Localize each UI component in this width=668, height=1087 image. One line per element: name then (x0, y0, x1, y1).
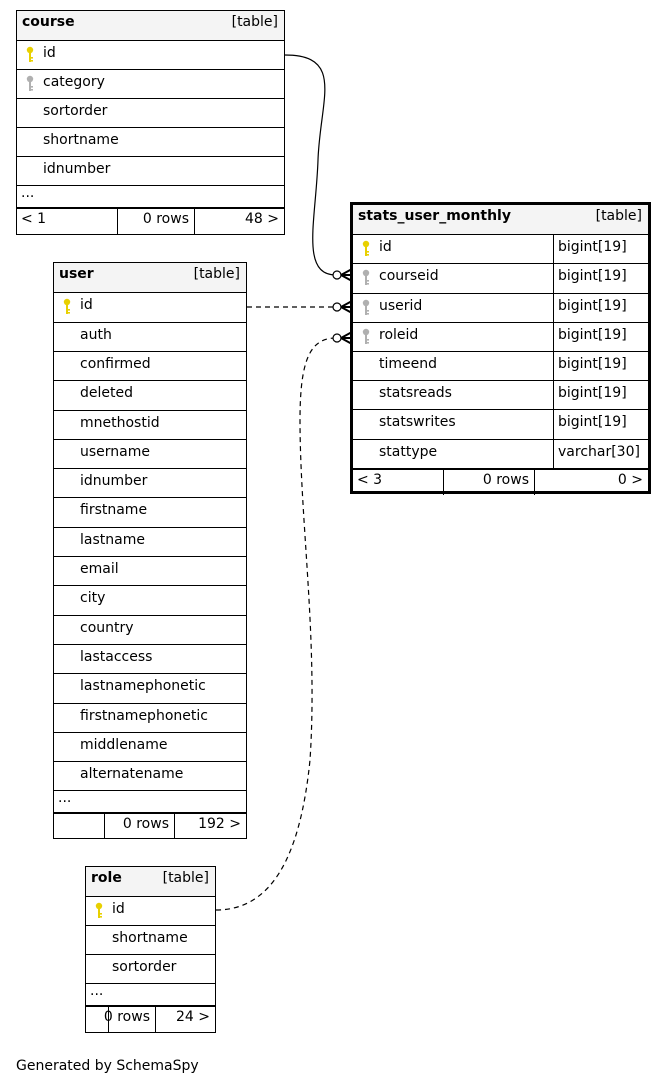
foreign-key-icon (362, 299, 370, 316)
column-type: bigint[19] (558, 356, 627, 372)
table-name: stats_user_monthly (358, 208, 511, 224)
parents-count-cell[interactable] (17, 209, 117, 234)
table-footer (86, 1005, 215, 1032)
column-row-id[interactable] (17, 40, 284, 69)
table-stats-user-monthly[interactable] (350, 202, 651, 494)
table-kind: [table] (193, 266, 240, 282)
column-type: bigint[19] (558, 239, 627, 256)
children-count-cell[interactable] (174, 814, 246, 838)
column-row-city[interactable] (54, 585, 246, 614)
edge-courseid-course (285, 55, 336, 275)
column-row-deleted[interactable] (54, 380, 246, 409)
column-row-statswrites[interactable] (353, 409, 648, 438)
table-name: course (22, 14, 75, 30)
column-row-firstname[interactable] (54, 497, 246, 526)
column-row-id[interactable] (86, 896, 215, 925)
column-type-cell (553, 381, 648, 409)
generated-by-label: Generated by SchemaSpy (16, 1058, 199, 1074)
column-name: firstnamephonetic (80, 707, 208, 724)
foreign-key-icon (26, 75, 34, 92)
column-row-idnumber[interactable] (17, 156, 284, 185)
column-name: shortname (43, 132, 119, 148)
table-name: user (59, 266, 94, 282)
column-row-username[interactable] (54, 439, 246, 468)
column-type-cell (553, 235, 648, 263)
table-header (54, 263, 246, 292)
table-header (86, 867, 215, 896)
row-count: 0 rows (482, 471, 529, 488)
column-row-firstnamephonetic[interactable] (54, 703, 246, 732)
column-name: id (43, 45, 56, 61)
column-name: middlename (80, 736, 168, 753)
column-name: lastaccess (80, 648, 153, 665)
column-row-sortorder[interactable] (17, 98, 284, 127)
column-type: bigint[19] (558, 385, 627, 402)
column-type-cell (553, 294, 648, 322)
table-role[interactable] (85, 866, 216, 1033)
edge-courseid-optional-marker (333, 271, 341, 279)
primary-key-icon (95, 902, 103, 919)
column-type-cell (553, 352, 648, 380)
column-type: bigint[19] (558, 297, 627, 314)
column-name: city (80, 590, 106, 607)
table-kind: [table] (595, 208, 642, 224)
column-row-userid[interactable] (353, 293, 648, 322)
primary-key-icon (362, 240, 370, 257)
column-row-lastnamephonetic[interactable] (54, 673, 246, 702)
column-name: timeend (379, 356, 438, 372)
column-row-mnethostid[interactable] (54, 410, 246, 439)
parents-count: < 1 (21, 211, 47, 227)
column-row-alternatename[interactable] (54, 761, 246, 790)
table-footer (54, 812, 246, 838)
column-name: username (80, 443, 150, 460)
more-columns-row (17, 185, 284, 207)
column-name: stattype (379, 443, 438, 460)
primary-key-icon (26, 46, 34, 63)
column-row-timeend[interactable] (353, 351, 648, 380)
column-name: statswrites (379, 414, 456, 431)
column-row-category[interactable] (17, 69, 284, 98)
column-type: varchar[30] (558, 443, 640, 460)
row-count: 0 rows (142, 211, 189, 227)
column-row-statsreads[interactable] (353, 380, 648, 409)
column-type-cell (553, 410, 648, 438)
table-header (17, 11, 284, 40)
table-user[interactable] (53, 262, 247, 839)
column-row-shortname[interactable] (17, 127, 284, 156)
column-name: id (112, 901, 125, 917)
column-name: lastnamephonetic (80, 678, 206, 695)
children-count-cell[interactable] (155, 1007, 215, 1032)
column-row-id[interactable] (353, 234, 648, 263)
row-count-cell (117, 209, 194, 234)
column-name: statsreads (379, 385, 452, 402)
column-row-sortorder[interactable] (86, 954, 215, 983)
column-name: idnumber (43, 161, 111, 177)
column-type-cell (553, 264, 648, 292)
column-name: id (80, 297, 93, 314)
column-row-lastname[interactable] (54, 527, 246, 556)
column-name: country (80, 619, 134, 636)
table-kind: [table] (231, 14, 278, 30)
column-type: bigint[19] (558, 326, 627, 343)
more-columns-row (86, 983, 215, 1005)
column-row-courseid[interactable] (353, 263, 648, 292)
column-name: mnethostid (80, 414, 160, 431)
column-type-cell (553, 323, 648, 351)
column-name: userid (379, 297, 423, 314)
column-name: category (43, 74, 105, 90)
column-name: id (379, 239, 392, 256)
column-row-country[interactable] (54, 615, 246, 644)
foreign-key-icon (362, 269, 370, 286)
column-name: shortname (112, 930, 188, 946)
row-count: 0 rows (122, 816, 169, 833)
column-name: alternatename (80, 766, 184, 783)
column-name: lastname (80, 531, 145, 548)
foreign-key-icon (362, 328, 370, 345)
column-name: firstname (80, 502, 148, 519)
table-name: role (91, 870, 122, 886)
table-kind: [table] (162, 870, 209, 886)
table-header (353, 205, 648, 234)
children-count: 48 > (245, 211, 279, 227)
edge-userid-optional-marker (333, 303, 341, 311)
column-name: auth (80, 326, 112, 343)
primary-key-icon (63, 298, 71, 315)
column-name: deleted (80, 385, 133, 402)
column-row-shortname[interactable] (86, 925, 215, 954)
more-columns-row (54, 790, 246, 812)
column-name: confirmed (80, 355, 151, 372)
column-row-confirmed[interactable] (54, 351, 246, 380)
column-type: bigint[19] (558, 414, 627, 431)
children-count: 192 > (198, 816, 241, 833)
column-name: sortorder (112, 959, 177, 975)
more-columns: ... (90, 983, 104, 999)
table-course[interactable] (16, 10, 285, 235)
children-count: 0 > (617, 471, 643, 488)
parents-count-cell[interactable] (353, 470, 443, 495)
column-row-email[interactable] (54, 556, 246, 585)
more-columns: ... (21, 185, 35, 201)
children-count-cell[interactable] (194, 209, 284, 234)
children-count-cell[interactable] (534, 470, 648, 495)
column-name: idnumber (80, 473, 148, 490)
column-row-lastaccess[interactable] (54, 644, 246, 673)
row-count-cell (104, 814, 174, 838)
row-count: 0 rows (103, 1009, 150, 1025)
column-row-roleid[interactable] (353, 322, 648, 351)
table-footer (17, 207, 284, 234)
children-count: 24 > (176, 1009, 210, 1025)
column-row-auth[interactable] (54, 322, 246, 351)
row-count-cell (103, 1007, 155, 1032)
edge-roleid-optional-marker (333, 334, 341, 342)
column-name: roleid (379, 326, 419, 343)
column-type-cell (553, 440, 648, 468)
row-count-cell (443, 470, 534, 495)
parents-count-cell[interactable] (54, 814, 104, 838)
column-name: sortorder (43, 103, 108, 119)
table-footer (353, 468, 648, 495)
parents-count: < 3 (357, 471, 383, 488)
column-row-idnumber[interactable] (54, 468, 246, 497)
column-type: bigint[19] (558, 268, 627, 285)
column-row-id[interactable] (54, 292, 246, 321)
more-columns: ... (58, 790, 72, 807)
column-row-stattype[interactable] (353, 439, 648, 468)
column-name: email (80, 561, 119, 577)
column-name: courseid (379, 268, 439, 285)
column-row-middlename[interactable] (54, 732, 246, 761)
